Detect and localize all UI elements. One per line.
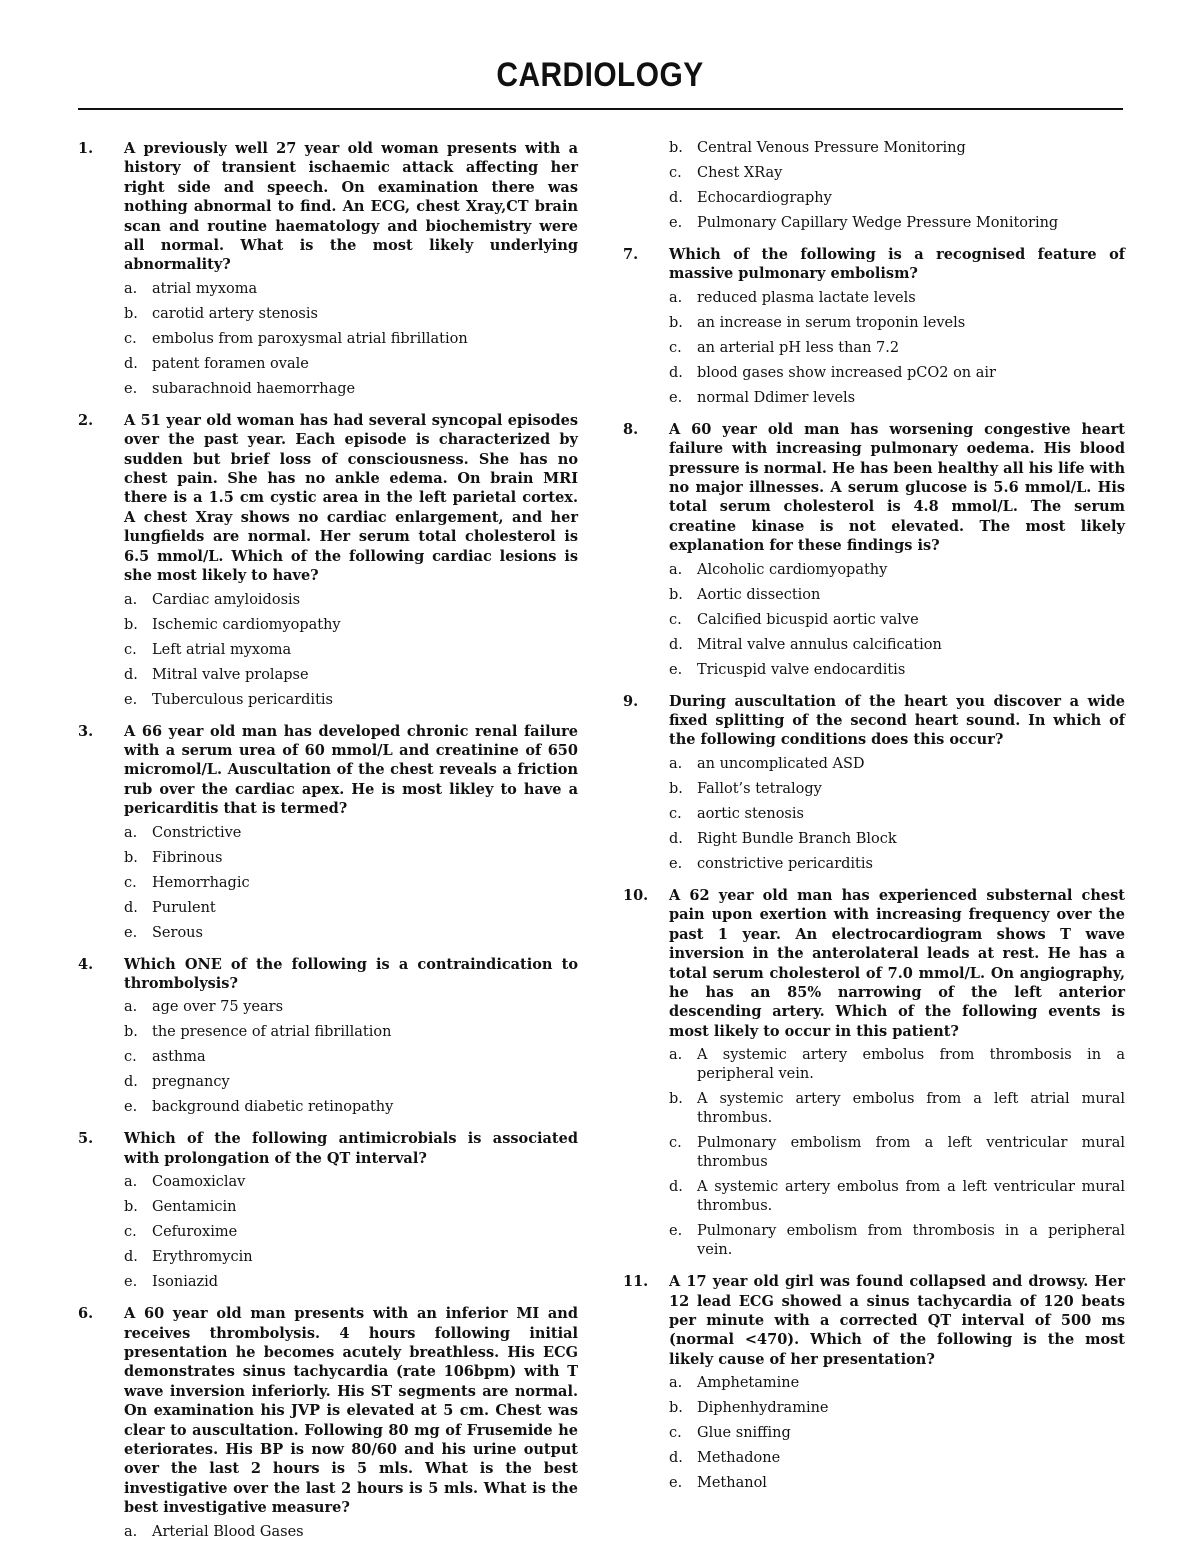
- option-letter: a.: [124, 999, 138, 1016]
- answer-option: [623, 636, 1125, 655]
- answer-option: [623, 364, 1125, 383]
- option-text: Tricuspid valve endocarditis: [697, 661, 906, 678]
- title-divider: [78, 108, 1123, 110]
- question-stem: [623, 1272, 1125, 1369]
- option-text: Pulmonary embolism from a left ventricular mural thrombus: [697, 1135, 1125, 1171]
- answer-options: [78, 1523, 578, 1542]
- option-letter: e.: [124, 691, 138, 708]
- option-letter: c.: [124, 641, 137, 658]
- question-number: 10.: [623, 886, 649, 904]
- option-text: Isoniazid: [152, 1274, 219, 1291]
- option-text: aortic stenosis: [697, 805, 804, 822]
- answer-option: [623, 755, 1125, 774]
- question-5: [78, 1129, 578, 1292]
- answer-option: [623, 561, 1125, 580]
- answer-option: [623, 1046, 1125, 1084]
- option-letter: a.: [124, 824, 138, 841]
- answer-option: [623, 805, 1125, 824]
- option-letter: d.: [124, 1074, 138, 1091]
- option-letter: e.: [669, 855, 683, 872]
- option-letter: c.: [124, 1049, 137, 1066]
- question-8: [623, 420, 1125, 680]
- option-letter: a.: [669, 1047, 683, 1064]
- option-text: Ischemic cardiomyopathy: [152, 616, 341, 633]
- question-text: Which ONE of the following is a contraindication to thrombolysis?: [124, 955, 578, 992]
- answer-option: [78, 330, 578, 349]
- option-text: Serous: [152, 924, 203, 941]
- option-text: Coamoxiclav: [152, 1174, 246, 1191]
- question-stem: [78, 1304, 578, 1517]
- question-text: Which of the following is a recognised feature of massive pulmonary embolism?: [669, 246, 1125, 283]
- answer-option: [623, 1222, 1125, 1260]
- question-number: 11.: [623, 1273, 649, 1291]
- answer-options: [623, 1374, 1125, 1493]
- option-letter: b.: [669, 1091, 683, 1108]
- option-text: A systemic artery embolus from a left atrial mural thrombus.: [697, 1091, 1125, 1127]
- option-letter: a.: [124, 280, 138, 297]
- question-4: [78, 955, 578, 1118]
- question-text: During auscultation of the heart you discover a wide fixed splitting of the second heart sound. In which of the following conditions does this occur?: [669, 692, 1125, 749]
- answer-option: [78, 591, 578, 610]
- answer-options: [623, 1046, 1125, 1260]
- option-letter: c.: [669, 611, 682, 628]
- option-letter: a.: [669, 755, 683, 772]
- option-letter: a.: [669, 561, 683, 578]
- option-text: Aortic dissection: [697, 586, 821, 603]
- answer-option: [78, 849, 578, 868]
- option-letter: b.: [669, 140, 683, 156]
- question-2: [78, 411, 578, 710]
- question-number: 1.: [78, 140, 94, 157]
- answer-option: [78, 355, 578, 374]
- option-letter: c.: [669, 1425, 682, 1442]
- answer-options: [78, 998, 578, 1117]
- answer-options: [78, 280, 578, 399]
- question-stem: [78, 411, 578, 586]
- question-stem: [78, 139, 578, 275]
- question-text: A previously well 27 year old woman presents with a history of transient ischaemic attack affecting her right side and speech. On examination there was nothing abnormal to find. An ECG, chest Xray,CT brain scan and routine haematology and biochemistry were all normal. What is the most likely underlying abnormality?: [124, 140, 578, 274]
- option-letter: b.: [669, 780, 683, 797]
- option-text: Mitral valve prolapse: [152, 666, 309, 683]
- option-letter: e.: [124, 1274, 138, 1291]
- question-stem: [623, 420, 1125, 556]
- option-text: Fibrinous: [152, 849, 223, 866]
- option-text: Right Bundle Branch Block: [697, 830, 897, 847]
- question-text: A 60 year old man presents with an inferior MI and receives thrombolysis. 4 hours following initial presentation he becomes acutely breathless. His ECG demonstrates sinus tachycardia (rate 106bpm) with T wave inversion inferiorly. His ST segments are normal. On examination his JVP is elevated at 5 cm. Chest was clear to auscultation. Following 80 mg of Frusemide he eteriorates. His BP is now 80/60 and his urine output over the last 2 hours is 5 mls. What is the best investigative over the last 2 hours is 5 mls. What is the best investigative measure?: [124, 1305, 578, 1517]
- answer-option: [78, 998, 578, 1017]
- answer-options: [623, 561, 1125, 680]
- question-stem: [78, 1129, 578, 1168]
- question-number: 9.: [623, 692, 639, 710]
- question-text: A 62 year old man has experienced substernal chest pain upon exertion with increasing frequency over the past 1 year. An electrocardiogram shows T wave inversion in the anterolateral leads at rest. He has a total serum cholesterol of 7.0 mmol/L. On angiography, he has an 85% narrowing of the left anterior descending artery. Which of the following events is most likely to occur in this patient?: [669, 886, 1125, 1040]
- option-letter: a.: [669, 1375, 683, 1392]
- answer-option: [78, 641, 578, 660]
- answer-option: [78, 924, 578, 943]
- page-title: CARDIOLOGY: [496, 56, 704, 94]
- answer-option: [623, 389, 1125, 408]
- option-letter: d.: [124, 355, 138, 372]
- option-text: Cefuroxime: [152, 1224, 238, 1241]
- answer-option: [623, 1449, 1125, 1468]
- option-text: pregnancy: [152, 1074, 230, 1091]
- option-text: embolus from paroxysmal atrial fibrillation: [152, 330, 468, 347]
- question-6: [78, 1304, 578, 1541]
- answer-option: [78, 899, 578, 918]
- answer-option: [623, 214, 1125, 233]
- option-letter: d.: [669, 190, 683, 206]
- answer-options: [78, 591, 578, 710]
- option-text: constrictive pericarditis: [697, 855, 873, 872]
- option-letter: b.: [124, 1199, 138, 1216]
- option-text: the presence of atrial fibrillation: [152, 1024, 392, 1041]
- option-text: carotid artery stenosis: [152, 305, 318, 322]
- option-text: Chest XRay: [697, 165, 783, 181]
- answer-option: [78, 380, 578, 399]
- answer-option: [78, 824, 578, 843]
- option-text: Methanol: [697, 1475, 767, 1492]
- option-letter: e.: [669, 215, 683, 231]
- answer-option: [623, 855, 1125, 874]
- question-number: 4.: [78, 955, 94, 973]
- option-text: Amphetamine: [697, 1375, 800, 1392]
- option-text: patent foramen ovale: [152, 355, 309, 372]
- answer-option: [623, 1399, 1125, 1418]
- option-text: Hemorrhagic: [152, 874, 250, 891]
- answer-option: [78, 305, 578, 324]
- option-letter: c.: [669, 1135, 682, 1152]
- option-text: Diphenhydramine: [697, 1400, 829, 1417]
- option-letter: d.: [124, 666, 138, 683]
- option-letter: e.: [124, 924, 138, 941]
- answer-option: [78, 1223, 578, 1242]
- answer-option: [623, 830, 1125, 849]
- option-text: Calcified bicuspid aortic valve: [697, 611, 919, 628]
- answer-option: [623, 1424, 1125, 1443]
- answer-option: [78, 1098, 578, 1117]
- option-text: atrial myxoma: [152, 280, 258, 297]
- option-text: Left atrial myxoma: [152, 641, 292, 658]
- option-letter: b.: [124, 305, 138, 322]
- question-number: 8.: [623, 420, 639, 438]
- option-letter: d.: [669, 1450, 683, 1467]
- answer-option: [623, 1090, 1125, 1128]
- answer-options: [78, 824, 578, 943]
- option-text: Pulmonary embolism from thrombosis in a peripheral vein.: [697, 1223, 1125, 1259]
- option-text: Central Venous Pressure Monitoring: [697, 140, 966, 156]
- option-text: Constrictive: [152, 824, 242, 841]
- question-7: [623, 245, 1125, 408]
- option-text: an increase in serum troponin levels: [697, 314, 966, 331]
- answer-option: [78, 1173, 578, 1192]
- question-11: [623, 1272, 1125, 1493]
- answer-option: [623, 586, 1125, 605]
- option-letter: c.: [124, 874, 137, 891]
- question-text: A 51 year old woman has had several syncopal episodes over the past year. Each episode is characterized by sudden but brief loss of consciousness. She has no chest pain. She has no ankle edema. On brain MRI there is a 1.5 cm cystic area in the left parietal cortex. A chest Xray shows no cardiac enlargement, and her lungfields are normal. Her serum total cholesterol is 6.5 mmol/L. Which of the following cardiac lesions is she most likely to have?: [124, 411, 578, 585]
- option-text: Gentamicin: [152, 1199, 237, 1216]
- option-text: Pulmonary Capillary Wedge Pressure Monitoring: [697, 215, 1059, 231]
- option-text: Cardiac amyloidosis: [152, 591, 301, 608]
- question-stem: [78, 955, 578, 994]
- answer-option: [623, 1374, 1125, 1393]
- option-text: background diabetic retinopathy: [152, 1099, 394, 1116]
- option-text: age over 75 years: [152, 999, 284, 1016]
- question-number: 5.: [78, 1130, 94, 1148]
- answer-option: [623, 1178, 1125, 1216]
- option-letter: d.: [124, 899, 138, 916]
- option-letter: e.: [669, 1475, 683, 1492]
- option-letter: a.: [124, 1523, 138, 1540]
- option-text: Tuberculous pericarditis: [152, 691, 333, 708]
- option-letter: c.: [124, 1224, 137, 1241]
- option-text: Erythromycin: [152, 1249, 253, 1266]
- answer-options: [78, 1173, 578, 1292]
- answer-option: [623, 139, 1125, 158]
- question-6-continued: [623, 139, 1125, 233]
- option-letter: b.: [669, 1400, 683, 1417]
- answer-options: [623, 289, 1125, 408]
- option-letter: c.: [124, 330, 137, 347]
- option-letter: b.: [124, 616, 138, 633]
- question-stem: [623, 886, 1125, 1041]
- option-text: Purulent: [152, 899, 216, 916]
- question-text: A 17 year old girl was found collapsed and drowsy. Her 12 lead ECG showed a sinus tachycardia of 120 beats per minute with a corrected QT interval of 500 ms (normal <470). Which of the following is the most likely cause of her presentation?: [669, 1273, 1125, 1368]
- question-3: [78, 722, 578, 943]
- question-9: [623, 692, 1125, 874]
- answer-option: [623, 164, 1125, 183]
- question-text: A 60 year old man has worsening congestive heart failure with increasing pulmonary oedema. His blood pressure is normal. He has been healthy all his life with no major illnesses. A serum glucose is 5.6 mmol/L. His total serum cholesterol is 4.8 mmol/L. The serum creatine kinase is not elevated. The most likely explanation for these findings is?: [669, 420, 1125, 555]
- answer-option: [623, 611, 1125, 630]
- answer-option: [78, 1198, 578, 1217]
- answer-option: [623, 289, 1125, 308]
- answer-option: [78, 691, 578, 710]
- question-number: 2.: [78, 411, 94, 429]
- option-letter: b.: [669, 314, 683, 331]
- right-column: [623, 139, 1125, 1505]
- answer-option: [78, 1073, 578, 1092]
- question-1: [78, 139, 578, 399]
- option-text: Alcoholic cardiomyopathy: [697, 561, 888, 578]
- option-letter: b.: [124, 1024, 138, 1041]
- option-text: reduced plasma lactate levels: [697, 289, 916, 306]
- question-number: 3.: [78, 722, 94, 740]
- answer-option: [623, 780, 1125, 799]
- answer-option: [78, 1523, 578, 1542]
- question-number: 6.: [78, 1305, 94, 1323]
- option-text: Fallot’s tetralogy: [697, 780, 822, 797]
- answer-options: [623, 755, 1125, 874]
- option-text: A systemic artery embolus from thrombosis in a peripheral vein.: [697, 1047, 1125, 1083]
- option-letter: c.: [669, 165, 682, 181]
- answer-option: [623, 1134, 1125, 1172]
- answer-option: [78, 616, 578, 635]
- question-number: 7.: [623, 246, 639, 263]
- option-letter: e.: [669, 389, 683, 406]
- answer-option: [78, 1023, 578, 1042]
- answer-option: [78, 1273, 578, 1292]
- answer-option: [623, 314, 1125, 333]
- option-letter: a.: [669, 289, 683, 306]
- option-text: Glue sniffing: [697, 1425, 791, 1442]
- option-letter: d.: [669, 636, 683, 653]
- question-stem: [623, 245, 1125, 284]
- option-letter: d.: [669, 364, 683, 381]
- option-letter: b.: [669, 586, 683, 603]
- answer-option: [623, 189, 1125, 208]
- option-text: Methadone: [697, 1450, 781, 1467]
- answer-option: [78, 1048, 578, 1067]
- answer-option: [78, 666, 578, 685]
- question-text: A 66 year old man has developed chronic renal failure with a serum urea of 60 mmol/L and creatinine of 650 micromol/L. Auscultation of the chest reveals a friction rub over the cardiac apex. He is most likley to have a pericarditis that is termed?: [124, 722, 578, 818]
- answer-option: [623, 1474, 1125, 1493]
- option-letter: a.: [124, 591, 138, 608]
- answer-options: [623, 139, 1125, 233]
- question-10: [623, 886, 1125, 1260]
- option-text: A systemic artery embolus from a left ventricular mural thrombus.: [697, 1179, 1125, 1215]
- option-text: Arterial Blood Gases: [152, 1523, 304, 1540]
- answer-option: [623, 661, 1125, 680]
- question-text: Which of the following antimicrobials is associated with prolongation of the QT interval?: [124, 1130, 578, 1167]
- answer-option: [78, 280, 578, 299]
- option-letter: c.: [669, 339, 682, 356]
- option-letter: e.: [669, 661, 683, 678]
- option-letter: a.: [124, 1174, 138, 1191]
- option-letter: b.: [124, 849, 138, 866]
- left-column: [78, 139, 578, 1554]
- option-text: an uncomplicated ASD: [697, 755, 865, 772]
- question-stem: [623, 692, 1125, 750]
- option-text: Mitral valve annulus calcification: [697, 636, 942, 653]
- option-letter: d.: [669, 1179, 683, 1196]
- option-text: asthma: [152, 1049, 206, 1066]
- option-text: Echocardiography: [697, 190, 832, 206]
- option-letter: e.: [669, 1223, 683, 1240]
- answer-option: [78, 1248, 578, 1267]
- option-letter: c.: [669, 805, 682, 822]
- answer-option: [623, 339, 1125, 358]
- option-letter: e.: [124, 380, 138, 397]
- option-text: an arterial pH less than 7.2: [697, 339, 900, 356]
- option-letter: e.: [124, 1099, 138, 1116]
- question-stem: [78, 722, 578, 819]
- option-text: subarachnoid haemorrhage: [152, 380, 356, 397]
- option-text: blood gases show increased pCO2 on air: [697, 364, 996, 381]
- answer-option: [78, 874, 578, 893]
- option-letter: d.: [669, 830, 683, 847]
- option-text: normal Ddimer levels: [697, 389, 856, 406]
- option-letter: d.: [124, 1249, 138, 1266]
